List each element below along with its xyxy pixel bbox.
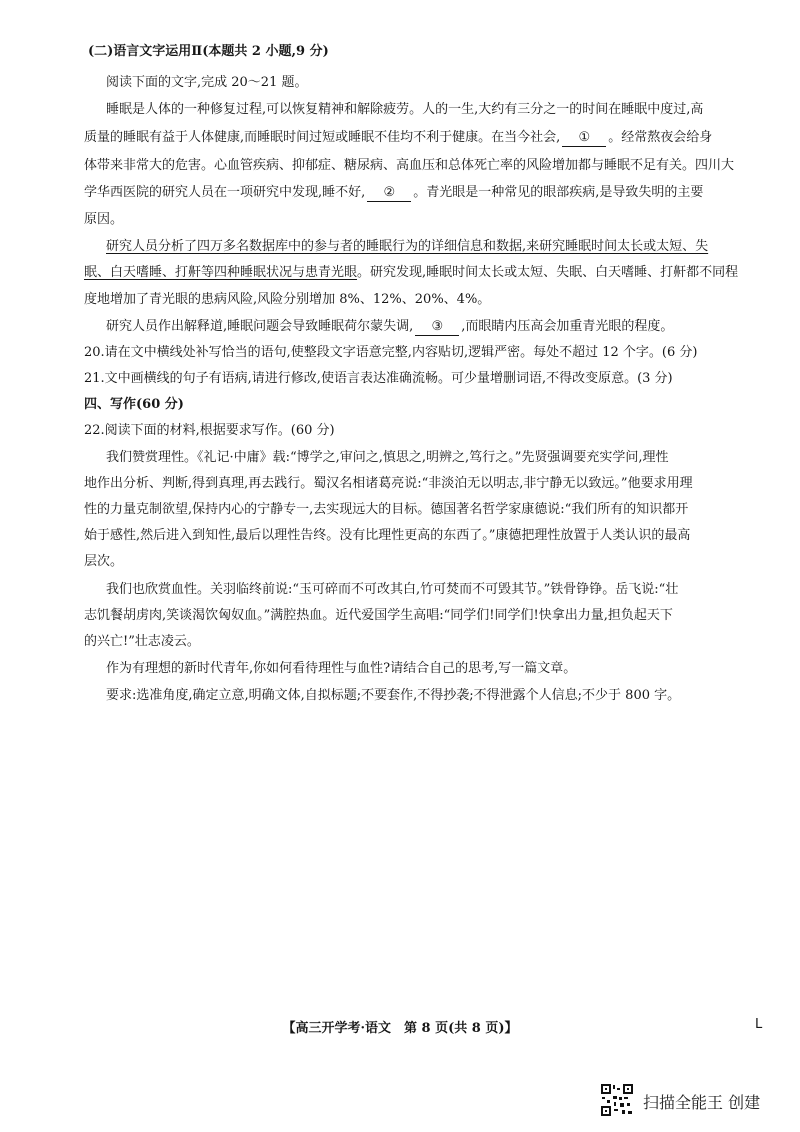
material-p2-line2: 志饥餐胡虏肉,笑谈渴饮匈奴血。”满腔热血。近代爱国学生高唱:“同学们!同学们!快拿出力量,担负起天下 xyxy=(84,608,673,623)
passage-p2-line3: 度地增加了青光眼的患病风险,风险分别增加 8%、12%、20%、4%。 xyxy=(84,292,491,307)
reading-instruction: 阅读下面的文字,完成 20～21 题。 xyxy=(106,75,308,90)
writing-task: 作为有理想的新时代青年,你如何看待理性与血性?请结合自己的思考,写一篇文章。 xyxy=(106,661,577,676)
passage-p3-line1-b: ,而眼睛内压高会加重青光眼的程度。 xyxy=(461,319,674,334)
question-20: 20.请在文中横线处补写恰当的语句,使整段文字语意完整,内容贴切,逻辑严密。每处不超过 12 个字。(6 分) xyxy=(84,345,698,360)
material-p1-line2: 地作出分析、判断,得到真理,再去践行。蜀汉名相诸葛亮说:“非淡泊无以明志,非宁静无以致远。”他要求用理 xyxy=(84,476,693,491)
passage-p1-line4 xyxy=(84,185,703,202)
page-footer: 【高三开学考·语文 第 8 页(共 8 页)】 xyxy=(282,1021,518,1036)
qr-code-icon xyxy=(600,1083,634,1117)
passage-p1-line5: 原因。 xyxy=(84,212,124,227)
passage-p1-line2-a: 质量的睡眠有益于人体健康,而睡眠时间过短或睡眠不佳均不利于健康。在当今社会, xyxy=(84,130,561,145)
passage-p1-line2 xyxy=(84,130,712,147)
material-p2-line3: 的兴亡!”壮志凌云。 xyxy=(84,634,200,649)
passage-p2-line2-a: 眠、白天嗜睡、打鼾等四种睡眠状况与患青光眼 xyxy=(84,265,358,280)
passage-p1-line3: 体带来非常大的危害。心血管疾病、抑郁症、糖尿病、高血压和总体死亡率的风险增加都与睡眠不足有关。四川大 xyxy=(84,158,735,173)
material-p1-line3: 性的力量克制欲望,保持内心的宁静专一,去实现远大的目标。德国著名哲学家康德说:“我们所有的知识都开 xyxy=(84,502,689,517)
passage-p1-line4-a: 学华西医院的研究人员在一项研究中发现,睡不好, xyxy=(84,185,366,200)
passage-p1-line4-b: 。青光眼是一种常见的眼部疾病,是导致失明的主要 xyxy=(413,185,704,200)
scanner-watermark: 扫描全能王 创建 xyxy=(643,1093,761,1112)
material-p1-line4: 始于感性,然后进入到知性,最后以理性告终。没有比理性更高的东西了。”康德把理性放置于人类认识的最高 xyxy=(84,528,691,543)
passage-p3-line1-a: 研究人员作出解释道,睡眠问题会导致睡眠荷尔蒙失调, xyxy=(106,319,414,334)
passage-p1-line1: 睡眠是人体的一种修复过程,可以恢复精神和解除疲劳。人的一生,大约有三分之一的时间在睡眠中度过,高 xyxy=(106,102,704,117)
question-22: 22.阅读下面的材料,根据要求写作。(60 分) xyxy=(84,423,335,438)
passage-p2-line2 xyxy=(84,265,738,281)
passage-p2-line2-b: 。研究发现,睡眠时间太长或太短、失眠、白天嗜睡、打鼾都不同程 xyxy=(357,265,739,280)
section-heading: (二)语言文字运用Ⅱ(本题共 2 小题,9 分) xyxy=(88,44,329,59)
passage-p2-line1: 研究人员分析了四万多名数据库中的参与者的睡眠行为的详细信息和数据,来研究睡眠时间太长或太短、失 xyxy=(106,239,709,254)
passage-p1-line2-b: 。经常熬夜会给身 xyxy=(608,130,713,145)
blank-3: ③ xyxy=(415,319,459,336)
blank-1: ① xyxy=(562,130,606,147)
question-21: 21.文中画横线的句子有语病,请进行修改,使语言表达准确流畅。可少量增删词语,不得改变原意。(3 分) xyxy=(84,371,673,386)
writing-requirements: 要求:选准角度,确定立意,明确文体,自拟标题;不要套作,不得抄袭;不得泄露个人信息;不少于 800 字。 xyxy=(106,688,681,703)
passage-p3-line1 xyxy=(106,319,673,336)
page-code: L xyxy=(755,1017,763,1032)
material-p1-line5: 层次。 xyxy=(84,554,124,569)
blank-2: ② xyxy=(367,185,411,202)
material-p1-line1: 我们赞赏理性。《礼记·中庸》载:“博学之,审问之,慎思之,明辨之,笃行之。”先贤强调要充实学问,理性 xyxy=(106,450,669,465)
material-p2-line1: 我们也欣赏血性。关羽临终前说:“玉可碎而不可改其白,竹可焚而不可毁其节。”铁骨铮铮。岳飞说:“壮 xyxy=(106,582,679,597)
writing-heading: 四、写作(60 分) xyxy=(84,397,184,412)
